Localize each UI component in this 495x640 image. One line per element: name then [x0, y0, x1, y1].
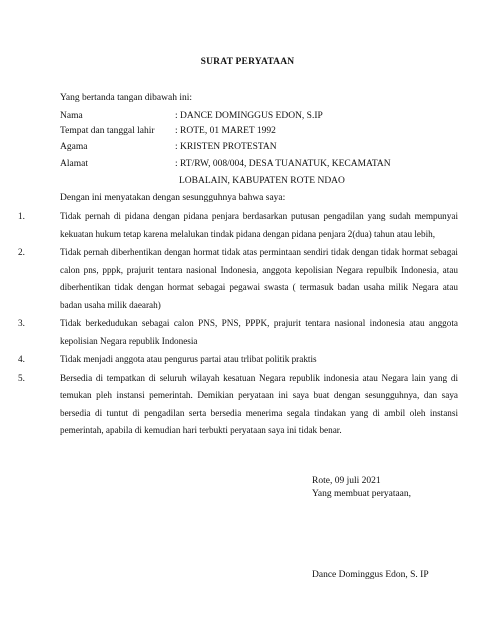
signature-place-date: Rote, 09 juli 2021 [312, 476, 381, 486]
item-number: 2. [18, 247, 25, 257]
field-value: : ROTE, 01 MARET 1992 [175, 126, 276, 136]
signature-role: Yang membuat peryataan, [312, 489, 412, 499]
item-text: Tidak pernah di pidana dengan pidana penjara berdasarkan putusan pengadilan yang sudah mempunyai kekuatan hukum tetap karena melalukan tindak pidana dengan pidana penjara 2(dua) tahun atau lebih, [60, 211, 458, 239]
intro-text: Yang bertanda tangan dibawah ini: [60, 93, 193, 103]
field-value-line2: LOBALAIN, KABUPATEN ROTE NDAO [179, 176, 345, 186]
document-title: SURAT PERYATAAN [200, 57, 295, 67]
item-number: 3. [18, 318, 25, 328]
item-number: 5. [18, 372, 25, 383]
item-text: Tidak berkedudukan sebagai calon PNS, PNS, PPPK, prajurit tentara nasional indonesia atau anggota kepolisian Negara republik Indonesia [60, 318, 458, 346]
item-number: 1. [18, 211, 25, 221]
list-item [18, 370, 458, 440]
field-label: Tempat dan tanggal lahir [60, 126, 155, 136]
list-item [18, 351, 458, 369]
signature-name: Dance Dominggus Edon, S. IP [312, 570, 429, 580]
field-label: Alamat [60, 159, 88, 169]
field-value: : DANCE DOMINGGUS EDON, S.IP [175, 111, 323, 121]
field-label: Agama [60, 142, 88, 152]
field-value: : KRISTEN PROTESTAN [175, 142, 277, 152]
item-text: Tidak menjadi anggota atau pengurus partai atau trlibat politik praktis [60, 354, 317, 364]
field-value: : RT/RW, 008/004, DESA TUANATUK, KECAMATAN [175, 159, 391, 169]
statement-list [18, 208, 458, 441]
list-item [18, 244, 458, 314]
field-label: Nama [60, 111, 83, 121]
statement-intro: Dengan ini menyatakan dengan sesungguhnya bahwa saya: [60, 193, 286, 203]
item-number: 4. [18, 354, 25, 364]
list-item [18, 208, 458, 243]
item-text: Bersedia di tempatkan di seluruh wilayah kesatuan Negara republik indonesia atau Negara lain yang di temukan pleh instansi pemerintah. Demikian peryataan ini saya buat dengan sesungguhnya, dan saya bersedia di tuntut di pengadilan serta bersedia menerima segala tindakan yang di ambil oleh instansi pemerintah, apabila di kemudian hari terbukti peryataan saya ini tidak benar. [60, 372, 458, 435]
list-item [18, 315, 458, 350]
item-text: Tidak pernah diberhentikan dengan hormat tidak atas permintaan sendiri tidak dengan tidak hormat sebagai calon pns, pppk, prajurit tentara nasional Indonesia, anggota kepolisian Negara repulbik Indonesia, atau diberhentikan tidak dengan hormat sebagai pegawai swasta ( termasuk badan usaha milik Negara atau badan usaha milik daearah) [60, 247, 458, 310]
